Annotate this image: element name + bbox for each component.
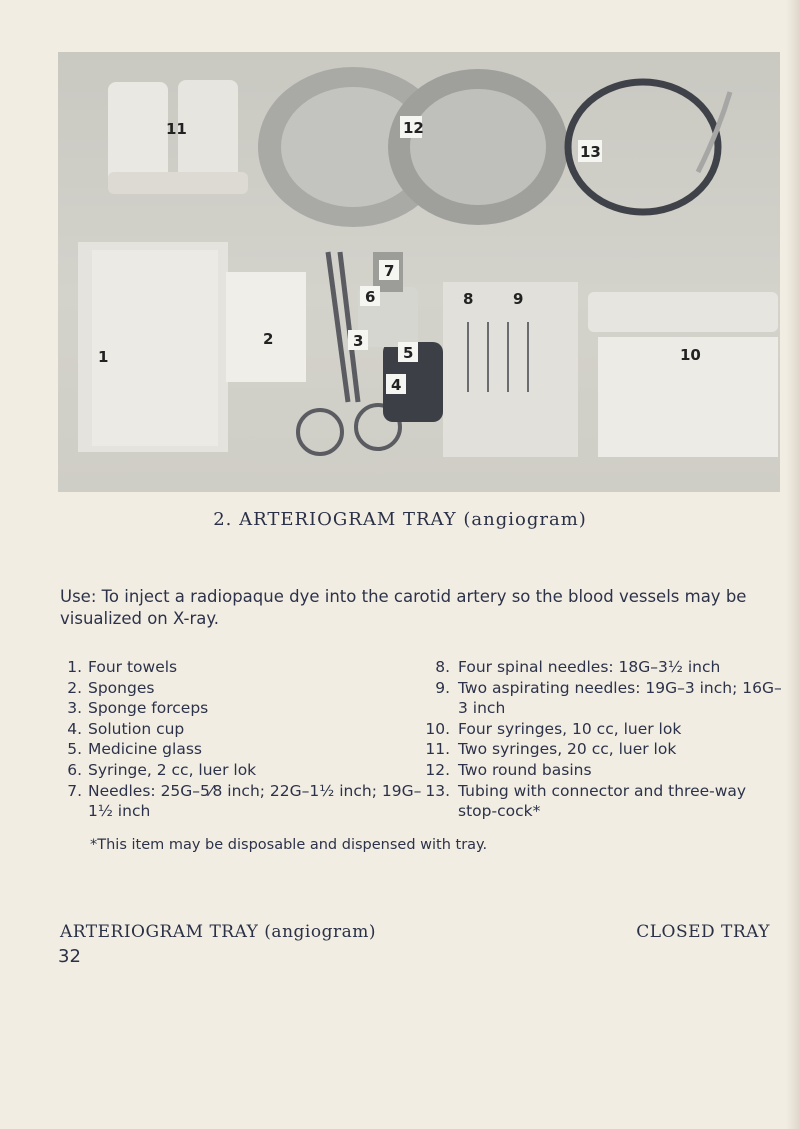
label-5: 5: [403, 344, 414, 362]
label-11: 11: [166, 120, 187, 138]
list-item: 2. Sponges: [67, 678, 155, 697]
footer-tray-type: CLOSED TRAY: [636, 922, 770, 942]
tray-photo: [58, 52, 780, 492]
figure-caption: 2. ARTERIOGRAM TRAY (angiogram): [213, 509, 587, 530]
list-item: 11. Two syringes, 20 cc, luer lok: [425, 740, 677, 759]
list-item: 8. Four spinal needles: 18G–3½ inch: [435, 658, 721, 676]
page-edge-shadow: [786, 0, 800, 1129]
item-8-9-needles: [443, 282, 578, 457]
page-number: 32: [58, 946, 81, 967]
list-item: 12. Two round basins: [425, 760, 592, 779]
label-3: 3: [353, 332, 364, 350]
label-13: 13: [580, 143, 601, 161]
footnote: *This item may be disposable and dispensed with tray.: [90, 837, 488, 853]
label-10: 10: [680, 346, 701, 364]
label-8: 8: [463, 290, 474, 308]
list-item: 13. Tubing with connector and three-way stop-cock*: [425, 781, 747, 821]
label-2: 2: [263, 330, 274, 348]
item-list-left: [58, 657, 438, 822]
label-6: 6: [365, 288, 376, 306]
item-12-basins: [258, 67, 568, 227]
list-item: 4. Solution cup: [67, 719, 185, 738]
item-list-right: [410, 657, 790, 822]
list-item: 3. Sponge forceps: [67, 699, 209, 718]
label-9: 9: [513, 290, 524, 308]
item-10-syringes: [588, 292, 778, 457]
list-item: 1. Four towels: [67, 658, 178, 676]
label-4: 4: [391, 376, 402, 394]
list-item: 5. Medicine glass: [67, 740, 202, 759]
list-item: 10. Four syringes, 10 cc, luer lok: [425, 719, 682, 738]
label-7: 7: [384, 262, 395, 280]
item-4-7-small-items: [358, 252, 443, 422]
list-item: 7. Needles: 25G–5⁄8 inch; 22G–1½ inch; 19G–1½ inch: [67, 781, 422, 821]
label-1: 1: [98, 348, 109, 366]
item-1-towels: [78, 242, 228, 452]
label-12: 12: [403, 119, 424, 137]
item-2-sponges: [226, 272, 306, 382]
list-item: 9. Two aspirating needles: 19G–3 inch; 16G–3 inch: [435, 678, 782, 718]
use-description: Use: To inject a radiopaque dye into the carotid artery so the blood vessels may be visualized on X-ray.: [60, 587, 747, 628]
list-item: 6. Syringe, 2 cc, luer lok: [67, 760, 257, 779]
footer-title: ARTERIOGRAM TRAY (angiogram): [60, 922, 376, 942]
